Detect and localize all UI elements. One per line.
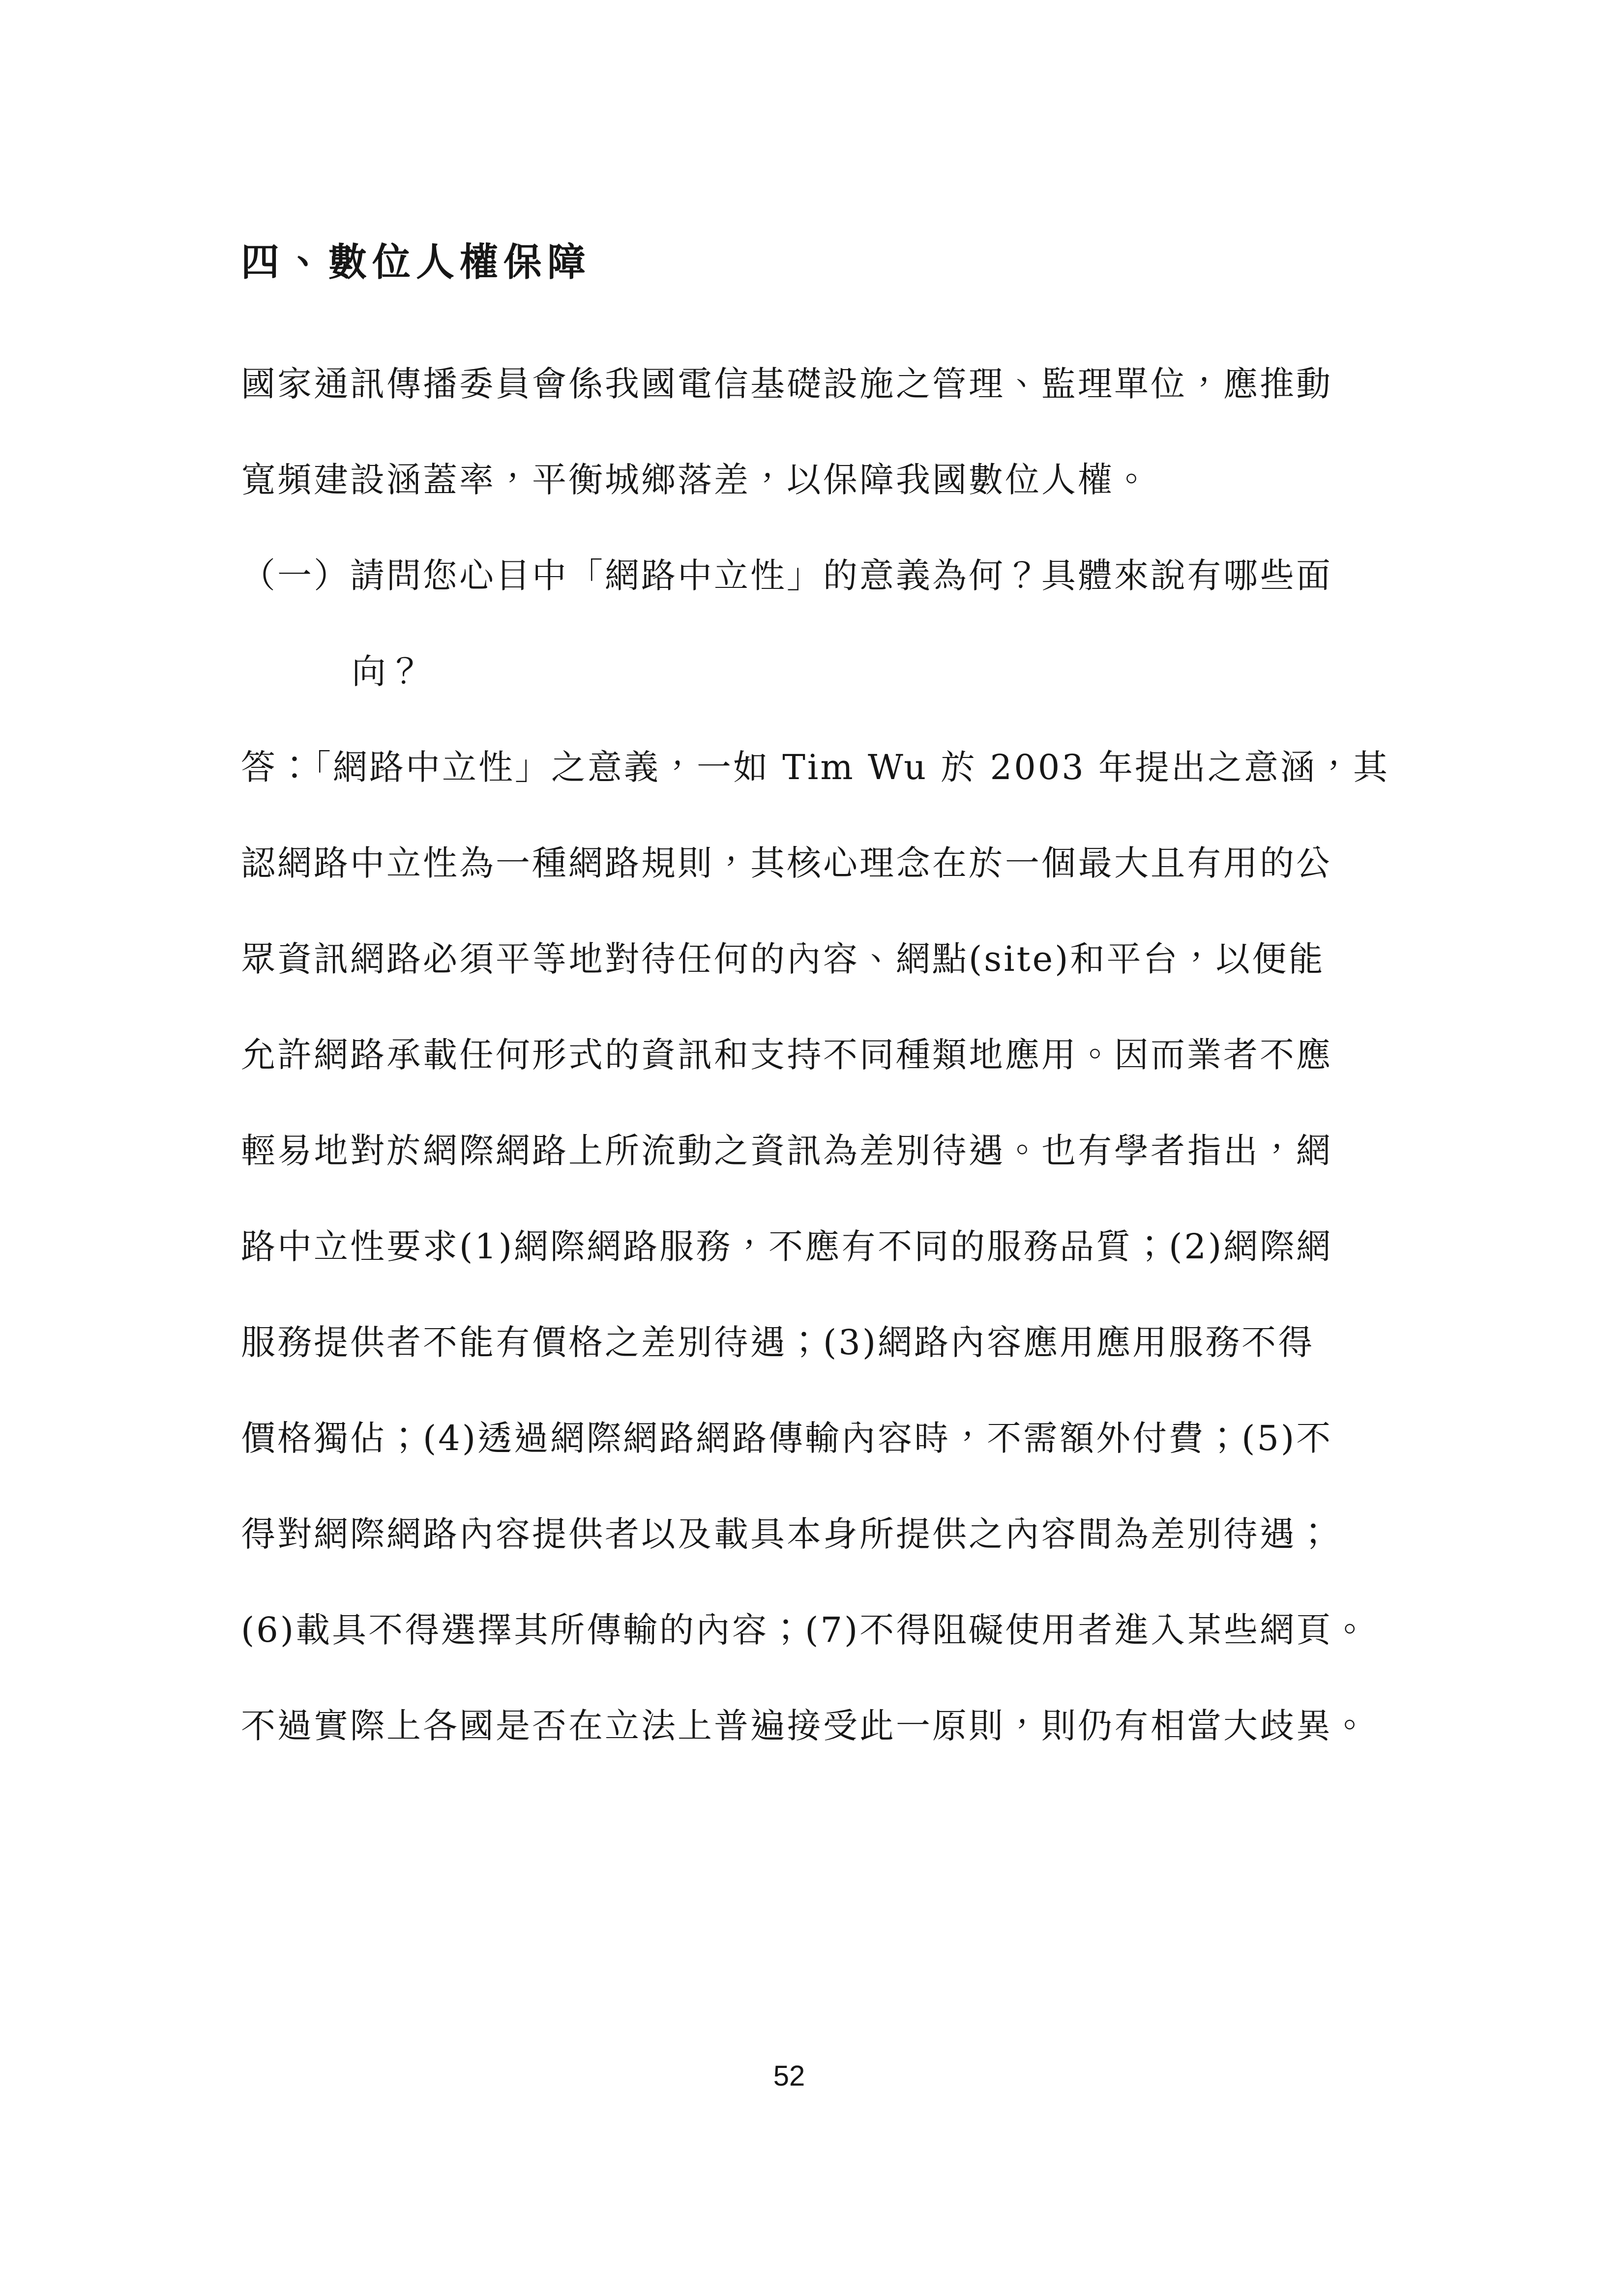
page-number: 52 bbox=[773, 2060, 805, 2092]
section-heading: 四、數位人權保障 bbox=[241, 240, 591, 285]
text-line-13: 得對網際網路內容提供者以及載具本身所提供之內容間為差別待遇； bbox=[241, 1513, 1332, 1554]
text-line-12: 價格獨佔；(4)透過網際網路網路傳輸內容時，不需額外付費；(5)不 bbox=[241, 1418, 1333, 1458]
text-line-11: 服務提供者不能有價格之差別待遇；(3)網路內容應用應用服務不得 bbox=[241, 1322, 1315, 1363]
text-line-5: 答：「網路中立性」之意義，一如 Tim Wu 於 2003 年提出之意涵，其 bbox=[241, 747, 1390, 787]
text-line-2: 寬頻建設涵蓋率，平衡城鄉落差，以保障我國數位人權。 bbox=[241, 459, 1151, 500]
text-line-1: 國家通訊傳播委員會係我國電信基礎設施之管理、監理單位，應推動 bbox=[241, 363, 1332, 404]
text-line-10: 路中立性要求(1)網際網路服務，不應有不同的服務品質；(2)網際網 bbox=[241, 1226, 1333, 1267]
text-line-8: 允許網路承載任何形式的資訊和支持不同種類地應用。因而業者不應 bbox=[241, 1034, 1332, 1075]
text-line-3: （一）請問您心目中「網路中立性」的意義為何？具體來說有哪些面 bbox=[241, 555, 1332, 596]
text-line-7: 眾資訊網路必須平等地對待任何的內容、網點(site)和平台，以便能 bbox=[241, 938, 1325, 979]
text-line-15: 不過實際上各國是否在立法上普遍接受此一原則，則仍有相當大歧異。 bbox=[241, 1705, 1369, 1746]
text-line-6: 認網路中立性為一種網路規則，其核心理念在於一個最大且有用的公 bbox=[241, 843, 1332, 883]
text-line-9: 輕易地對於網際網路上所流動之資訊為差別待遇。也有學者指出，網 bbox=[241, 1130, 1332, 1171]
text-line-4: 向？ bbox=[352, 651, 424, 692]
text-line-14: (6)載具不得選擇其所傳輸的內容；(7)不得阻礙使用者進入某些網頁。 bbox=[241, 1609, 1369, 1650]
text-block bbox=[241, 189, 1390, 1774]
